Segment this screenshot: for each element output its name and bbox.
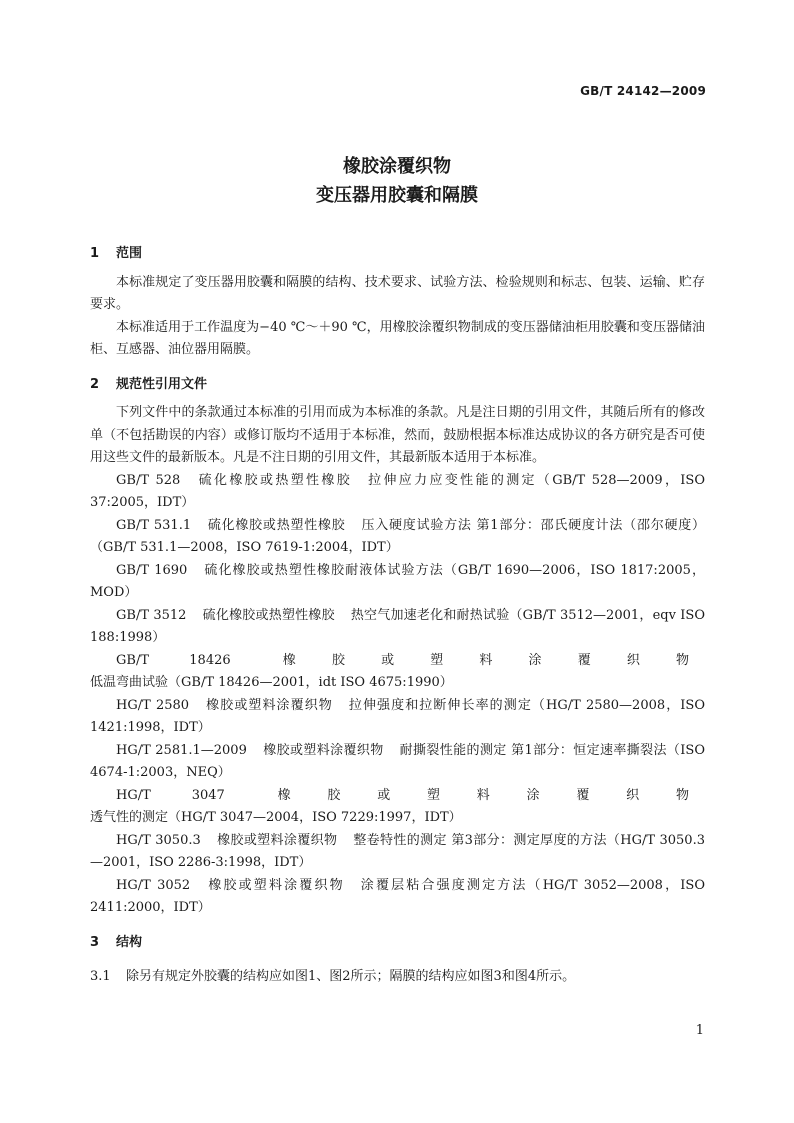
document-body bbox=[90, 243, 705, 989]
section-number: 2 bbox=[90, 376, 100, 392]
reference-name: 橡胶或塑料涂覆织物 bbox=[262, 742, 384, 758]
reference-name: 橡胶或塑料涂覆织物 bbox=[206, 877, 345, 893]
standard-number: GB/T 24142—2009 bbox=[580, 84, 706, 98]
section-heading-normative-references bbox=[90, 374, 705, 397]
reference-item bbox=[90, 695, 705, 740]
section-title: 结构 bbox=[116, 934, 143, 950]
reference-name: 橡胶或塑料涂覆织物 bbox=[246, 652, 689, 668]
reference-code: HG/T 3047 bbox=[116, 787, 225, 803]
section-title: 规范性引用文件 bbox=[116, 376, 208, 392]
reference-code: HG/T 3052 bbox=[116, 877, 191, 893]
reference-name: 硫化橡胶或热塑性橡胶 bbox=[202, 607, 335, 623]
reference-code: GB/T 531.1 bbox=[116, 517, 192, 533]
reference-code: HG/T 2581.1—2009 bbox=[116, 742, 247, 758]
section-heading-scope bbox=[90, 243, 705, 266]
reference-rest: 热空气加速老化和耐热试验（GB/T 3512—2001，eqv ISO 188:1998） bbox=[90, 607, 705, 645]
page-number: 1 bbox=[695, 1023, 704, 1038]
reference-code: GB/T 18426 bbox=[116, 652, 231, 668]
reference-name: 硫化橡胶或热塑性橡胶 bbox=[196, 472, 353, 488]
reference-item bbox=[90, 740, 705, 785]
reference-rest: 透气性的测定（HG/T 3047—2004，ISO 7229:1997，IDT） bbox=[90, 810, 462, 825]
subclause-number: 3.1 bbox=[90, 969, 111, 984]
reference-item bbox=[90, 560, 705, 605]
reference-rest: 整卷特性的测定 第3部分：测定厚度的方法（HG/T 3050.3—2001，ISO 2286-3:1998，IDT） bbox=[90, 832, 705, 870]
reference-rest: 拉伸强度和拉断伸长率的测定（HG/T 2580—2008，ISO 1421:1998，IDT） bbox=[90, 697, 705, 735]
reference-rest: 耐撕裂性能的测定 第1部分：恒定速率撕裂法（ISO 4674-1:2003，NEQ） bbox=[90, 742, 705, 780]
reference-code: HG/T 2580 bbox=[116, 697, 190, 713]
reference-item bbox=[90, 605, 705, 650]
reference-name: 橡胶或塑料涂覆织物 bbox=[205, 697, 333, 713]
reference-name: 硫化橡胶或热塑性橡胶耐液体试验方法 bbox=[203, 562, 444, 578]
paragraph: 本标准适用于工作温度为−40 ℃～＋90 ℃，用橡胶涂覆织物制成的变压器储油柜用胶囊和变压器储油柜、互感器、油位器用隔膜。 bbox=[90, 319, 705, 357]
reference-name: 橡胶或塑料涂覆织物 bbox=[240, 787, 689, 803]
reference-item bbox=[90, 470, 705, 515]
reference-rest: 拉伸应力应变性能的测定（GB/T 528—2009，ISO 37:2005，IDT） bbox=[90, 472, 705, 510]
section-title: 范围 bbox=[116, 246, 143, 261]
reference-rest: 压入硬度试验方法 第1部分：邵氏硬度计法（邵尔硬度）（GB/T 531.1—2008，ISO 7619-1:2004，IDT） bbox=[90, 517, 705, 555]
reference-item bbox=[90, 650, 705, 695]
document-title-line1: 橡胶涂覆织物 bbox=[343, 156, 451, 177]
subclause bbox=[90, 966, 705, 989]
reference-item bbox=[90, 875, 705, 920]
document-title-line2: 变压器用胶囊和隔膜 bbox=[316, 185, 478, 206]
reference-code: GB/T 3512 bbox=[116, 607, 187, 623]
reference-code: GB/T 1690 bbox=[116, 562, 188, 578]
paragraph: 下列文件中的条款通过本标准的引用而成为本标准的条款。凡是注日期的引用文件，其随后所有的修改单（不包括勘误的内容）或修订版均不适用于本标准，然而，鼓励根据本标准达成协议的各方研究是否可使用这些文件的最新版本。凡是不注日期的引用文件，其最新版本适用于本标准。 bbox=[90, 405, 705, 465]
reference-item bbox=[90, 515, 705, 560]
reference-item bbox=[90, 785, 705, 830]
reference-name: 硫化橡胶或热塑性橡胶 bbox=[207, 517, 346, 533]
reference-rest: 低温弯曲试验（GB/T 18426—2001，idt ISO 4675:1990） bbox=[90, 675, 453, 690]
section-heading-structure bbox=[90, 932, 705, 955]
reference-code: HG/T 3050.3 bbox=[116, 832, 201, 848]
reference-rest: 涂覆层粘合强度测定方法（HG/T 3052—2008，ISO 2411:2000，IDT） bbox=[90, 877, 705, 915]
section-number: 3 bbox=[90, 934, 100, 950]
section-number: 1 bbox=[90, 246, 100, 261]
paragraph: 本标准规定了变压器用胶囊和隔膜的结构、技术要求、试验方法、检验规则和标志、包装、运输、贮存要求。 bbox=[90, 274, 705, 312]
reference-name: 橡胶或塑料涂覆织物 bbox=[216, 832, 338, 848]
reference-code: GB/T 528 bbox=[116, 472, 181, 488]
reference-item bbox=[90, 830, 705, 875]
reference-rest: （GB/T 1690—2006，ISO 1817:2005，MOD） bbox=[90, 562, 705, 600]
subclause-text: 除另有规定外胶囊的结构应如图1、图2所示；隔膜的结构应如图3和图4所示。 bbox=[126, 969, 576, 984]
